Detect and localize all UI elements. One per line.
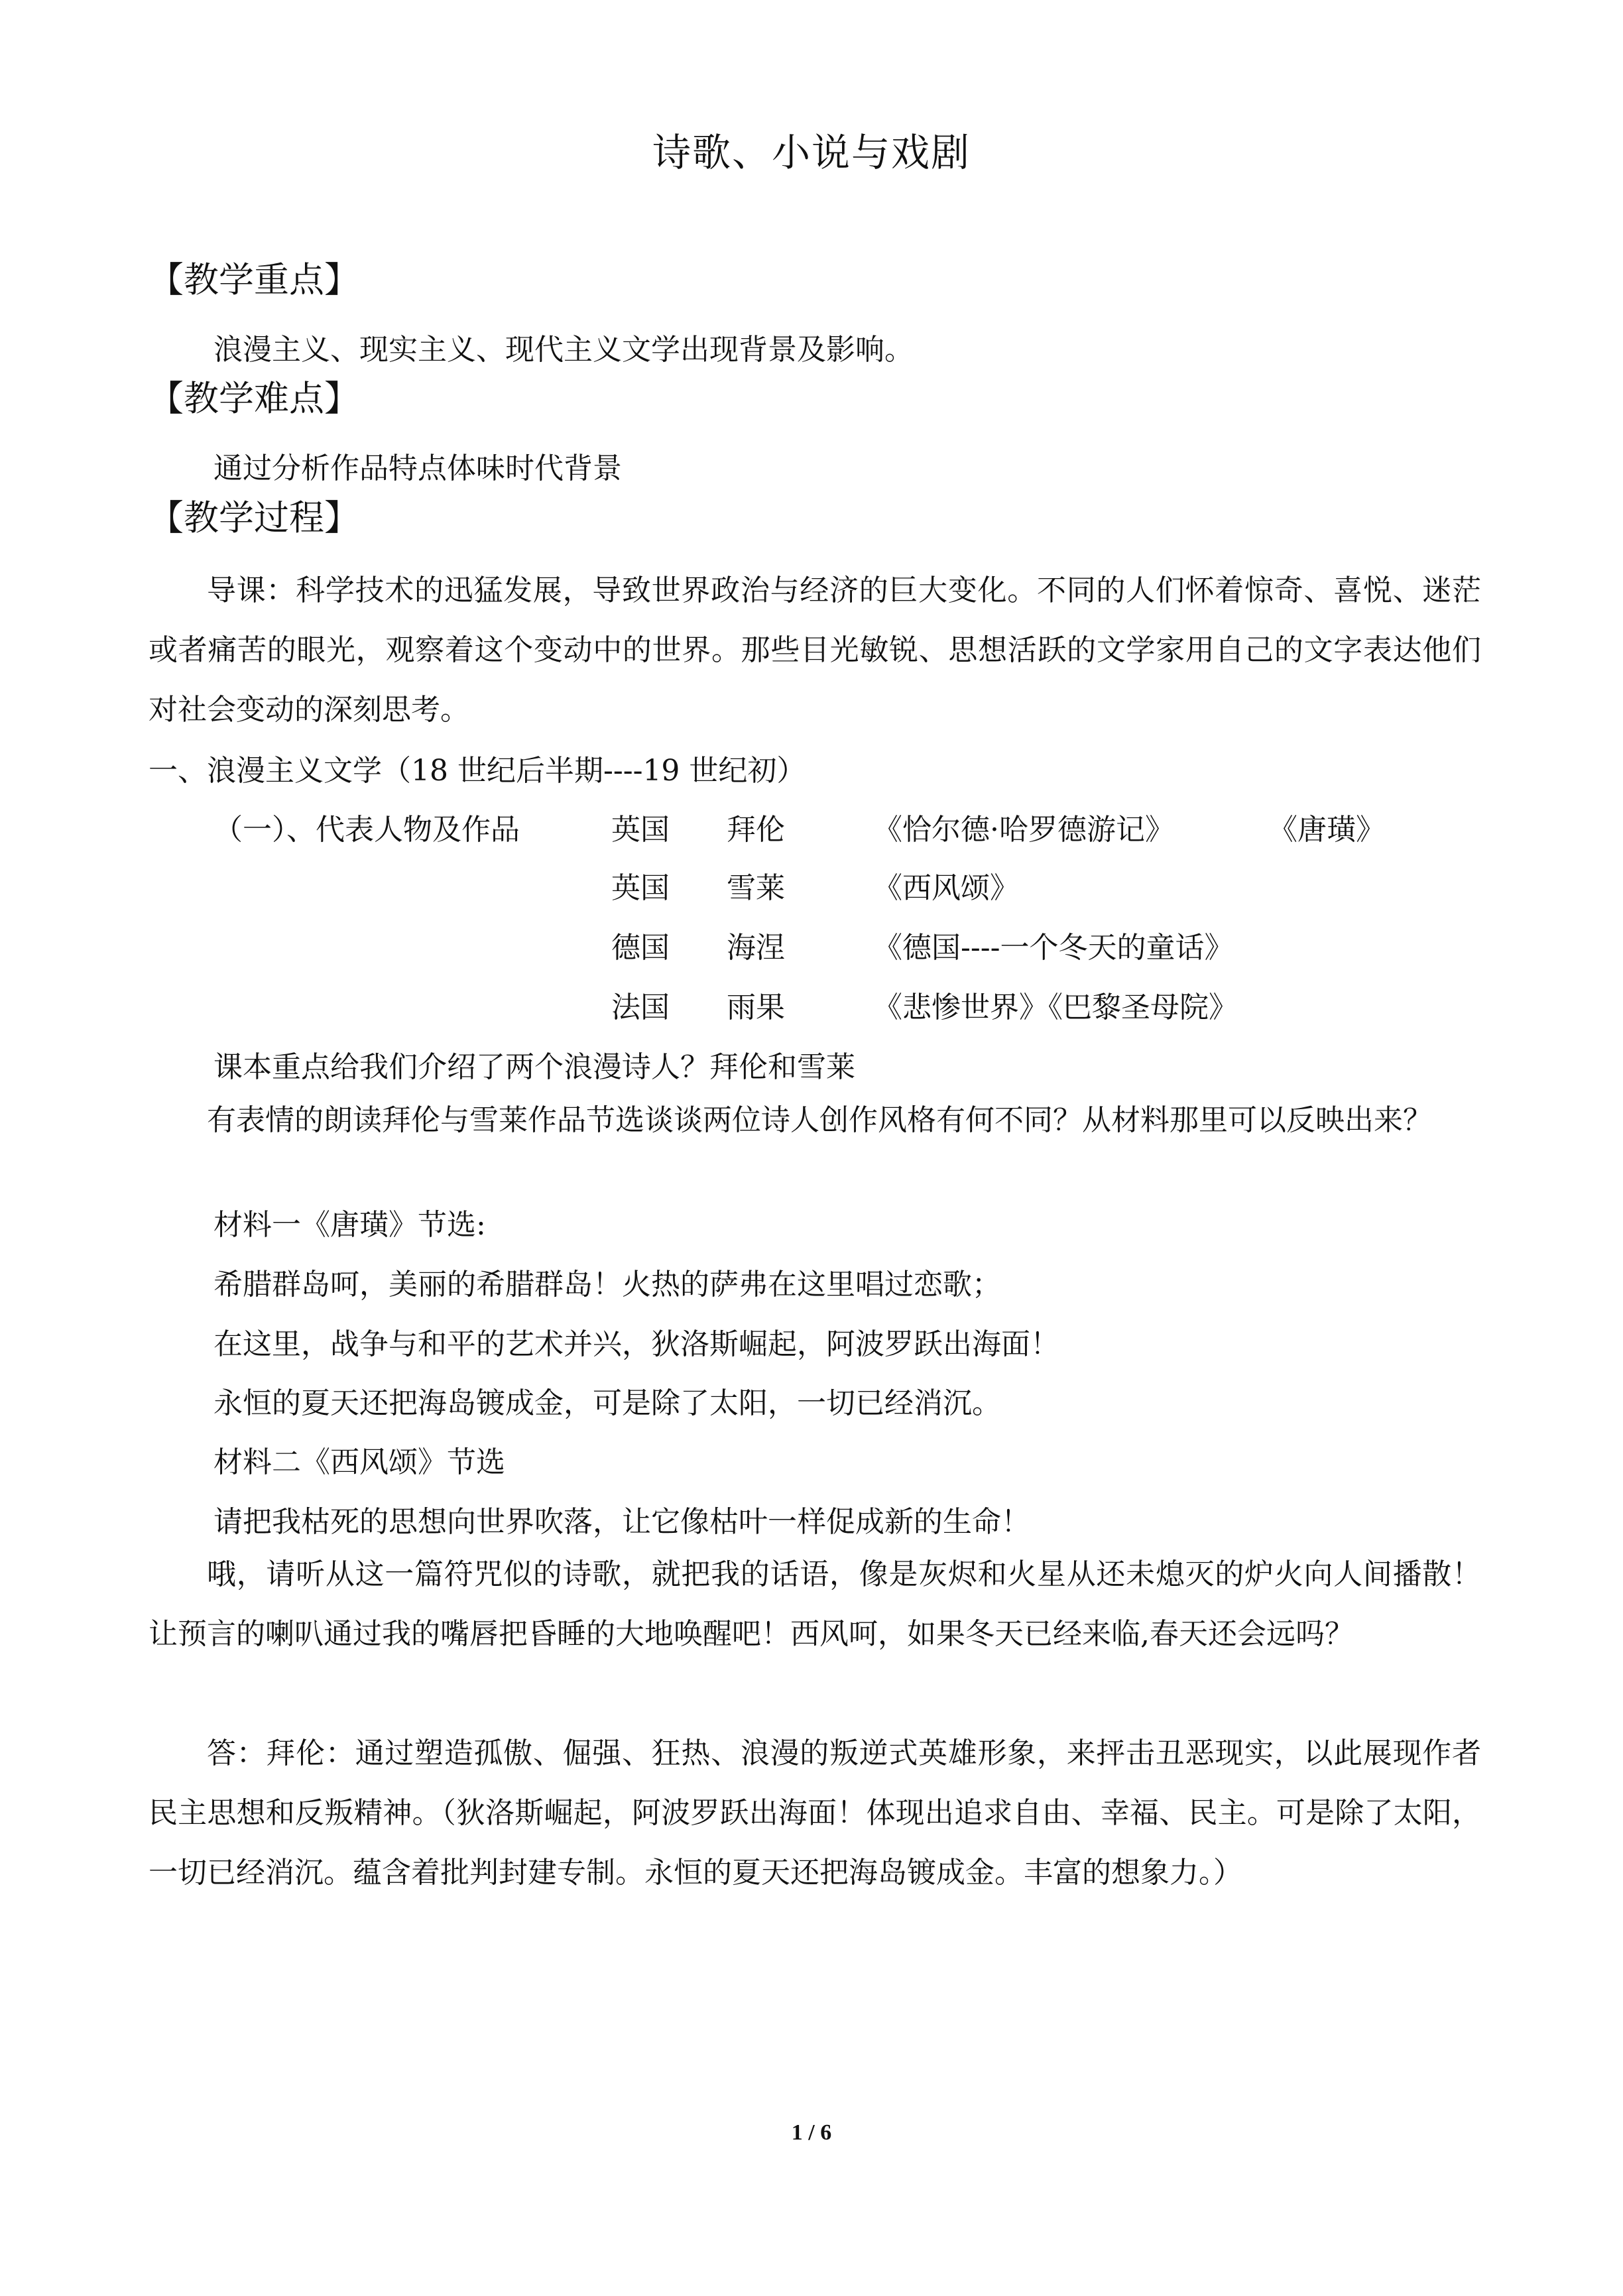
page-title: 诗歌、小说与戏剧 bbox=[652, 130, 971, 175]
rep-author: 海涅 bbox=[727, 931, 785, 965]
heading-difficulties: 【教学难点】 bbox=[149, 379, 359, 419]
material-1-line: 希腊群岛呵，美丽的希腊群岛！火热的萨弗在这里唱过恋歌； bbox=[213, 1268, 1001, 1301]
rep-country: 英国 bbox=[611, 813, 670, 847]
rep-works: 《西风颂》 bbox=[873, 871, 1019, 905]
rep-country: 英国 bbox=[611, 871, 670, 905]
key-points-text: 浪漫主义、现实主义、现代主义文学出现背景及影响。 bbox=[213, 333, 914, 367]
rep-author: 雨果 bbox=[727, 991, 785, 1024]
rep-works-2: 《唐璜》 bbox=[1268, 813, 1385, 847]
rep-author: 雪莱 bbox=[727, 871, 785, 905]
material-1-line: 在这里，战争与和平的艺术并兴，狄洛斯崛起，阿波罗跃出海面！ bbox=[213, 1327, 1059, 1361]
material-1-title: 材料一《唐璜》节选: bbox=[213, 1208, 486, 1242]
material-2-paragraph: 哦，请听从这一篇符咒似的诗歌，就把我的话语，像是灰烬和火星从还未熄灭的炉火向人间播散！让预言的喇叭通过我的嘴唇把昏睡的大地唤醒吧！西风呵，如果冬天已经来临,春天还会远吗？ bbox=[149, 1557, 1481, 1651]
rep-country: 德国 bbox=[611, 931, 670, 965]
rep-country: 法国 bbox=[611, 991, 670, 1024]
answer-paragraph: 答：拜伦：通过塑造孤傲、倔强、狂热、浪漫的叛逆式英雄形象，来抨击丑恶现实，以此展现作者民主思想和反叛精神。（狄洛斯崛起，阿波罗跃出海面！体现出追求自由、幸福、民主。可是除了太阳，一切已经消沉。蕴含着批判封建专制。永恒的夏天还把海岛镀成金。丰富的想象力。） bbox=[149, 1736, 1481, 1890]
material-2-title: 材料二《西风颂》节选 bbox=[213, 1445, 505, 1479]
page-number: 1 / 6 bbox=[791, 2120, 832, 2145]
rep-works: 《德国----一个冬天的童话》 bbox=[873, 931, 1234, 965]
heading-key-points: 【教学重点】 bbox=[149, 260, 359, 300]
part1-title: 一、浪漫主义文学（18 世纪后半期----19 世纪初） bbox=[149, 754, 806, 788]
intro-paragraph: 导课：科学技术的迅猛发展，导致世界政治与经济的巨大变化。不同的人们怀着惊奇、喜悦、迷茫或者痛苦的眼光，观察着这个变动中的世界。那些目光敏锐、思想活跃的文学家用自己的文字表达他们对社会变动的深刻思考。 bbox=[149, 574, 1481, 727]
rep-works: 《悲惨世界》《巴黎圣母院》 bbox=[873, 991, 1238, 1024]
difficulties-text: 通过分析作品特点体味时代背景 bbox=[213, 452, 622, 485]
question-2: 有表情的朗读拜伦与雪莱作品节选谈谈两位诗人创作风格有何不同？从材料那里可以反映出来？ bbox=[207, 1103, 1432, 1137]
heading-process: 【教学过程】 bbox=[149, 498, 359, 538]
material-1-line: 永恒的夏天还把海岛镀成金，可是除了太阳，一切已经消沉。 bbox=[213, 1386, 1001, 1420]
rep-author: 拜伦 bbox=[727, 813, 785, 847]
representatives-label: （一）、代表人物及作品 bbox=[213, 813, 520, 847]
material-2-line: 请把我枯死的思想向世界吹落，让它像枯叶一样促成新的生命！ bbox=[213, 1505, 1030, 1539]
question-1: 课本重点给我们介绍了两个浪漫诗人？拜伦和雪莱 bbox=[213, 1050, 855, 1084]
rep-works: 《恰尔德·哈罗德游记》 bbox=[873, 813, 1174, 847]
